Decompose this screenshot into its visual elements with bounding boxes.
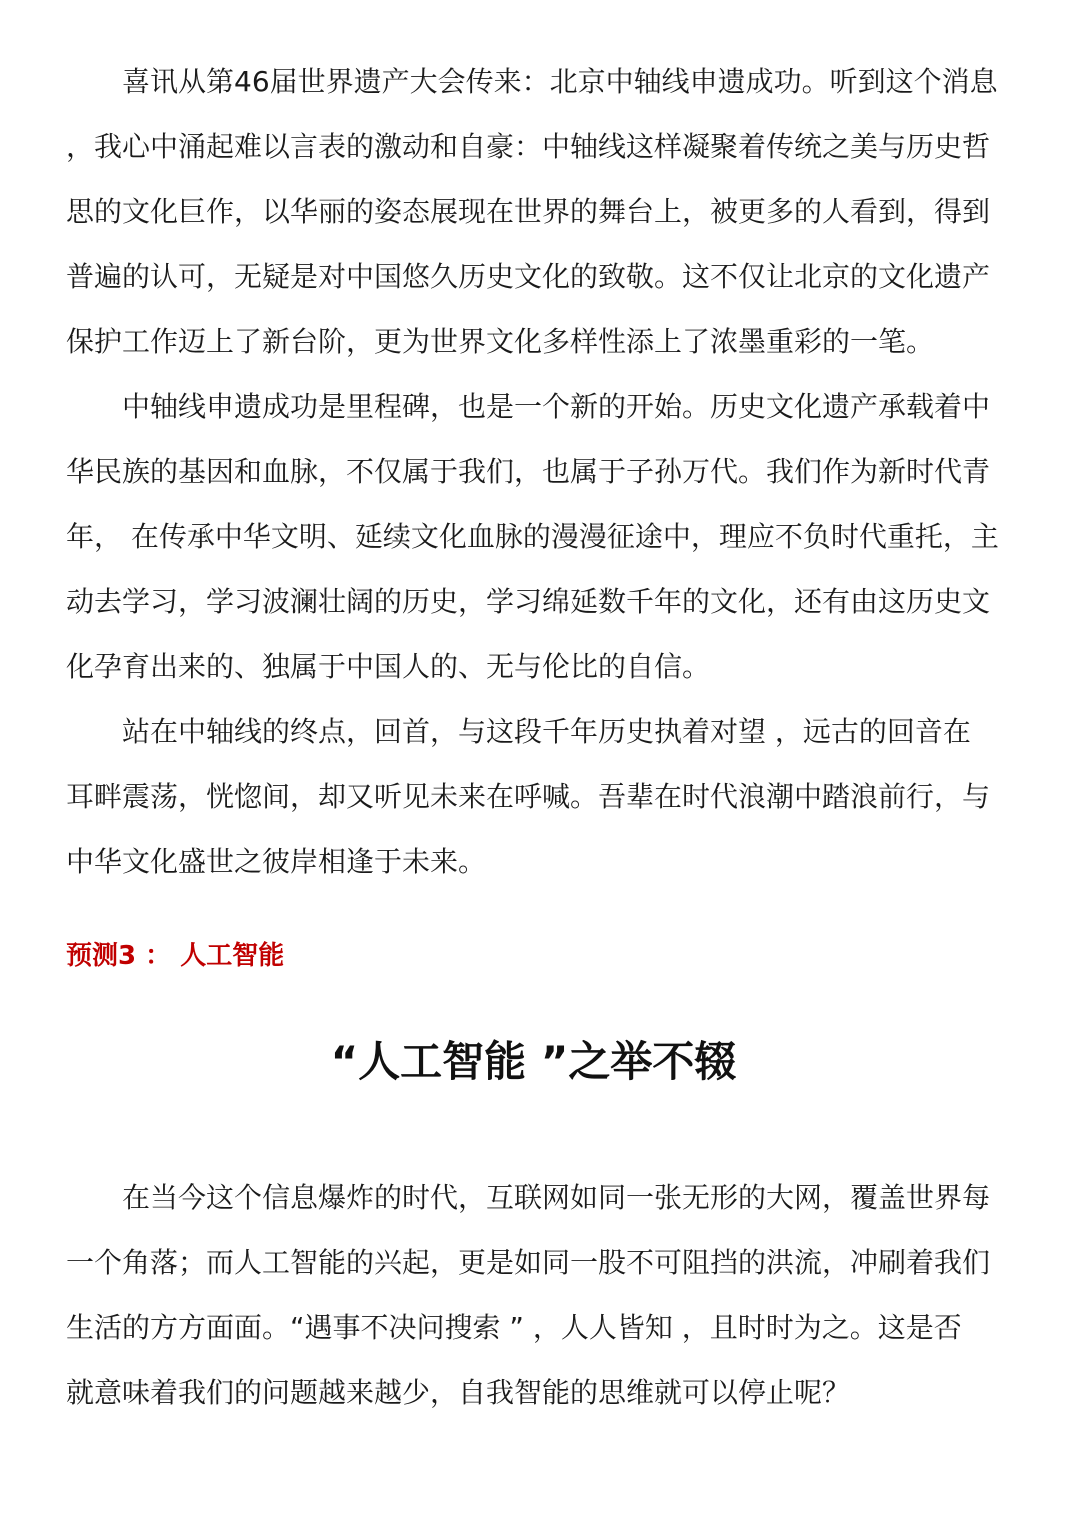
text-line: 普遍的认可，无疑是对中国悠久历史文化的致敬。这不仅让北京的文化遗产 — [66, 260, 991, 293]
text-line: 喜讯从第46届世界遗产大会传来：北京中轴线申遗成功。听到这个消息 — [122, 65, 998, 98]
text-line: 动去学习，学习波澜壮阔的历史，学习绵延数千年的文化，还有由这历史文 — [66, 585, 991, 618]
text-line: 中轴线申遗成功是里程碑，也是一个新的开始。历史文化遗产承载着中 — [122, 390, 991, 423]
text-line: 华民族的基因和血脉，不仅属于我们，也属于子孙万代。我们作为新时代青 — [66, 455, 991, 488]
text-line: 化孕育出来的、独属于中国人的、无与伦比的自信。 — [66, 650, 711, 683]
text-line: 站在中轴线的终点，回首，与这段千年历史执着对望 ，远古的回音在 — [122, 715, 971, 748]
text-line: 思的文化巨作，以华丽的姿态展现在世界的舞台上，被更多的人看到，得到 — [66, 195, 991, 228]
text-line: 耳畔震荡，恍惚间，却又听见未来在呼喊。吾辈在时代浪潮中踏浪前行，与 — [66, 780, 991, 813]
essay-title: “人工智能 ”之举不辍 — [330, 1037, 737, 1086]
text-line: 一个角落；而人工智能的兴起，更是如同一股不可阻挡的洪流，冲刷着我们 — [66, 1246, 991, 1279]
text-line: 中华文化盛世之彼岸相逢于未来。 — [66, 845, 487, 878]
text-line: 年， 在传承中华文明、延续文化血脉的漫漫征途中，理应不负时代重托，主 — [66, 520, 999, 553]
text-line: ，我心中涌起难以言表的激动和自豪：中轴线这样凝聚着传统之美与历史哲 — [66, 130, 991, 163]
text-line: 保护工作迈上了新台阶，更为世界文化多样性添上了浓墨重彩的一笔。 — [66, 325, 935, 358]
text-line: 就意味着我们的问题越来越少，自我智能的思维就可以停止呢？ — [66, 1376, 851, 1409]
text-line: 生活的方方面面。“遇事不决问搜索 ” ，人人皆知 ，且时时为之。这是否 — [66, 1311, 962, 1344]
text-line: 在当今这个信息爆炸的时代，互联网如同一张无形的大网，覆盖世界每 — [122, 1181, 991, 1214]
section-heading: 预测3 ： 人工智能 — [66, 941, 285, 971]
